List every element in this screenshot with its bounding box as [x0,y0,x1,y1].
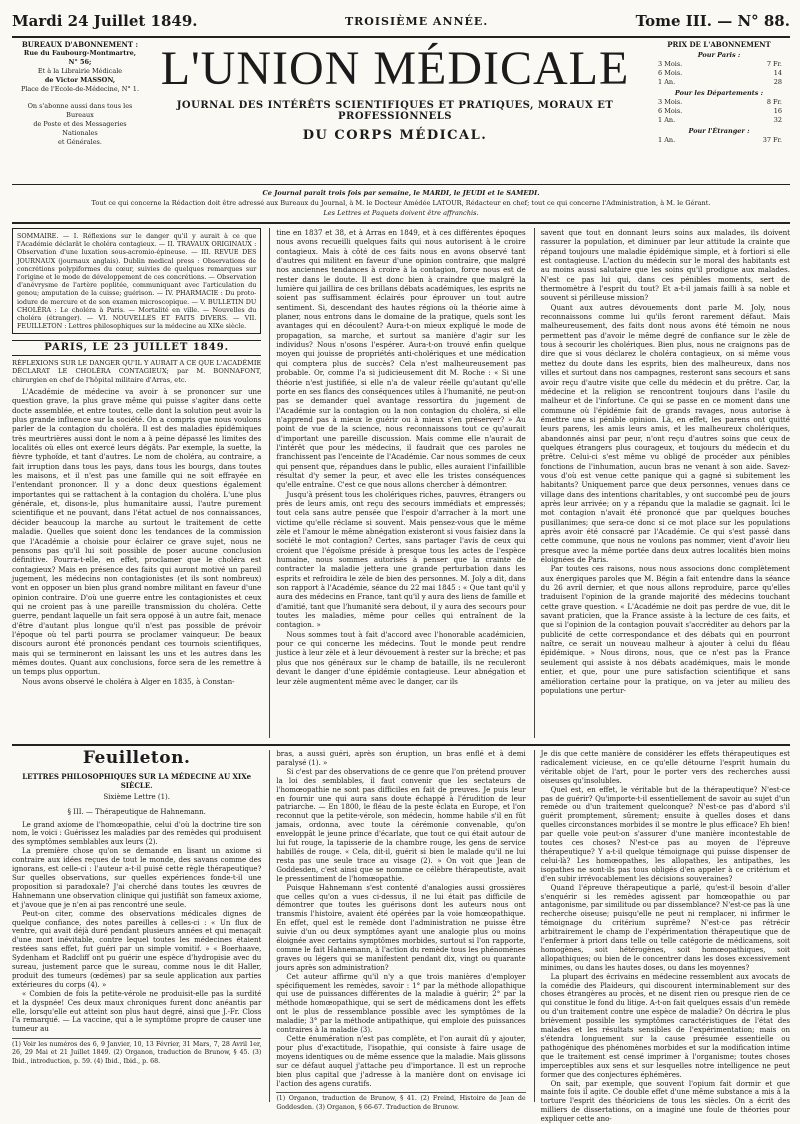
paragraph: L'Académie de médecine va avoir à se prononcer sur une question grave, la plus grave même qui puisse s'agiter dans cette docte assemblée, et entre toutes, celle dont la solution peut avoir la plus grande influence sur la société. On a compris que nous voulons parler de la contagion du choléra. Il est des maladies épidémiques très meurtrières aussi dont le nom a à peine dépassé les limites des localités où elles ont exercé leurs dégâts. Par exemple, la suette, la fièvre typhoïde, et tant d'autres. Le nom de choléra, au contraire, a fait irruption dans tous les pays, dans tous les bourgs, dans toutes les maisons, et il n'est pas une famille qui ne soit effrayée en l'entendant prononcer. Il y a donc deux questions également importantes qui se rattachent à la contagion du choléra. L'une plus générale, et, disons-le, plus humanitaire aussi, l'autre purement scientifique et ne pouvant, dans l'état actuel de nos connaissances, décider beaucoup la marche au surtout le traitement de cette maladie. Quelles que soient donc les tendances de la commission que l'Académie a choisie pour éclairer ce grave sujet, nous ne pensons pas qu'il lui soit possible de poser aucune conclusion définitive. Pourra-t-elle, en effet, proclamer que le choléra est contagieux? Mais en présence des faits qui auront motivé un pareil jugement, les médecins non contagionistes (et ils sont nombreux) vont en opposer un bien plus grand nombre militant en faveur d'une opinion contraire. D'où une guerre entre les contagionistes et ceux qui ne croient pas à une pareille transmission du choléra. Cette guerre, pendant laquelle un fait sera opposé à un autre fait, menace d'être d'autant plus longue qu'il n'est pas possible de prévoir l'époque où tel parti pourra se proclamer vainqueur. De beaux discours auront été prononcés pendant ces tournois scientifiques, mais qui se termineront en laissant les uns et les autres dans les mêmes doutes. Quant aux conclusions, force sera de les remettre à un temps plus opportun. [12,387,262,677]
paragraph: « Combien de fois la petite-vérole ne produisit-elle pas la surdité et la dyspnée! Ces deux maux chroniques furent donc anéantis par elle, lorsqu'elle eut atteint son plus haut degré, ainsi que J.-Fr. Closs l'a remarqué. — La vaccine, qui a le symptôme propre de causer une tumeur au [12,989,262,1034]
prix-row: 1 An. 28 [658,78,782,86]
paragraph: Quel est, en effet, le véritable but de la thérapeutique? N'est-ce pas de guérir? Qu'importe-t-il essentiellement de savoir au sujet d'un remède ou d'un traitement quelconque? N'est-ce pas d'abord s'il guérit promptement, sûrement; ensuite à quelles doses et dans quelles circonstances morbides il se montre le plus efficace? Eh bien! par quelle voie peut-on s'assurer d'une manière incontestable de toutes ces choses? N'est-ce pas au moyen de l'épreuve thérapeutique? Y a-t-il quelque témoignage qui puisse dispenser de celui-là? Les homœopathes, les allopathes, les antipathes, les isopathes ne sont-ils pas tous obligés d'en appeler à ce critérium et d'en subir irrévocablement les décisions souveraines? [540,785,790,883]
paragraph: Cet auteur affirme qu'il n'y a que trois manières d'employer spécifiquement les remèdes, savoir : 1° par la méthode allopathique qui use de puissances différentes de la maladie à guérir; 2° par la méthode homœopathique, qui se sert de médicamens dont les effets ont le plus de ressemblance possible avec les symptômes de la maladie; 3° par la méthode antipathique, qui emploie des puissances contraires à la maladie (3). [276,972,526,1035]
prix-title: PRIX DE L'ABONNEMENT [667,40,771,49]
issue-tome: Tome III. — N° 88. [635,12,790,30]
prix-row: 1 An. 37 Fr. [658,136,782,144]
paragraph: La première chose qu'on se demande en lisant un axiome si contraire aux idées reçues de tout le monde, des savans comme des ignorans, est celle-ci : l'auteur a-t-il puisé cette règle thérapeutique? Sur quelles observations, sur quelles expériences fonde-t-il une proposition si paradoxale? J'ai cherché dans toutes les œuvres de Hahnemann une observation clinique qui justifiât son fameux axiome, et j'avoue que je n'en ai pas rencontré une seule. [12,847,262,909]
bureaux-block [16,40,144,147]
paragraph: Le grand axiome de l'homœopathie, celui d'où la doctrine tire son nom, le voici : Guérissez les maladies par des remèdes qui produisent des symptômes semblables aux leurs (2). [12,820,262,847]
paragraph: bras, a aussi guéri, après son éruption, un bras enflé et à demi paralysé (1). » [276,750,526,767]
prix-paris: Pour Paris : [697,51,741,59]
prix-row: 3 Mois. 8 Fr. [658,98,782,106]
bureaux-line: et Générales. [58,138,102,146]
feuilleton-divider [12,744,790,746]
article-heading: RÉFLEXIONS SUR LE DANGER QU'IL Y AURAIT A CE QUE L'ACADÉMIE DÉCLARAT LE CHOLÉRA CONTAGIEUX; par M. BONNAFONT, chirurgien en chef de l'hôpital militaire d'Arras, etc. [12,358,262,384]
journal-subtitle: JOURNAL DES INTÉRÊTS SCIENTIFIQUES ET PRATIQUES, MORAUX ET PROFESSIONNELS [176,100,614,122]
paragraph: La plupart des écrivains en médecine ressemblent aux avocats de la comédie des Plaideurs, qui discourent interminablement sur des choses étrangères au procès, et ne disent rien ou presque rien de ce qui constitue le fond du litige. A-t-on fait quelques essais d'un remède ou d'un traitement contre une espèce de maladie? On décrira le plus brièvement possible les symptômes caractéristiques de l'état des malades et les résultats sensibles de l'expérimentation; mais on s'étendra longuement sur la cause présumée essentielle ou pathogénique des phénomènes morbides et sur la modification intime que le traitement est censé imprimer à l'organisme; toutes choses imperceptibles aux sens et sur lesquelles notre intelligence ne peut former que des conjectures éphémères. [540,972,790,1079]
prix-row: 1 An. 32 [658,116,782,124]
main-columns [12,228,790,738]
prix-block [648,40,790,145]
notice-line: Ce Journal paraît trois fois par semaine, le MARDI, le JEUDI et le SAMEDI. [262,189,540,197]
feuilleton-subtitle: LETTRES PHILOSOPHIQUES SUR LA MÉDECINE AU XIXe SIÈCLE. [22,771,252,790]
feuilleton-section-title: § III. — Thérapeutique de Hahnemann. [67,807,206,816]
paragraph: Nous sommes tout à fait d'accord avec l'honorable académicien, pour ce qui concerne les médecins. Tout le monde peut rendre justice à leur zèle et à leur dévouement à rester sur la brèche; et pas plus que nos généraux sur le champ de bataille, ils ne reculeront devant le danger d'une épidémie contagieuse. Leur abnégation et leur zèle augmentent même avec le danger, car ils [276,629,526,686]
prix-etranger: Pour l'Étranger : [688,127,750,135]
top-header [12,6,790,38]
notice-line: Tout ce qui concerne la Rédaction doit être adressé aux Bureaux du Journal, à M. le Docteur Amédée LATOUR, Rédacteur en chef; tout ce qui concerne l'Administration, à M. le Gérant. [91,199,711,207]
paragraph: Quant aux autres dévouements dont parle M. Joly, nous reconnaissons comme lui qu'ils feront rarement défaut. Mais malheureusement, des faits dont nous avons été témoin ne nous permettent pas d'avoir le même degré de confiance sur le zèle de tous à secourir les cholériques. Bien plus, nous ne craignons pas de dire que si vous déclarez le choléra contagieux, on si même vous mettez du doute dans les esprits, bien des malheureux, dans nos villes et surtout dans nos campagnes, resteront sans secours et sans avoir reçu d'autre visite que celle du médecin et du prêtre. Car, la médecine et la religion se rencontrent toujours dans l'asile du malheur et de l'infortune. Ce qui se passe en ce moment dans une commune où l'épidémie fait de grands ravages, nous autorise à émettre une si pénible opinion. Là, en effet, les parens ont quitté leurs parens, les amis leurs amis, et les malheureux cholériques, abandonnés ainsi par peur, n'ont reçu d'autres soins que ceux de quelques étrangers plus courageux, et toujours du médecin et du prêtre. Celui-ci s'est même vu obligé de procéder aux pénibles fonctions de l'inhumation, aucun bras ne venant à son aide. Savez-vous d'où est venue cette panique qui a gagné si subitement les habitants? Uniquement parce que deux personnes, venues dans ce village dans des intentions charitables, y ont succombé peu de jours après leur arrivée; on y a répandu que la maladie se gagnait. Ici le mot contagion n'avait été prononcé que par quelques bouches pusillanimes; que sera-ce donc si ce mot place sur les populations après avoir été consacré par l'Académie. Ce qui s'est passé dans cette commune, que nous ne voulons pas nommer, vient d'avoir lieu presque avec la même portée dans deux autres localités bien moins éloignées de Paris. [540,302,790,565]
paragraph: Nous avons observé le choléra à Alger en 1835, à Constan- [22,676,235,686]
bureaux-line: N° 56; [68,58,92,66]
column-3 [534,228,790,738]
paragraph: Cette énumération n'est pas complète, et l'on aurait dû y ajouter, pour plus d'exactitude, l'isopathie, qui consiste à faire usage de moyens identiques ou de même essence que la maladie. Mais glissons sur ce défaut auquel j'attache peu d'importance. Il est un reproche bien plus capital que j'adresse à la manière dont on envisage ici l'action des agens curatifs. [276,1035,526,1088]
feuilleton-column-1 [12,750,261,1102]
journal-title: L'UNION MÉDICALE [160,42,630,95]
paragraph: Peut-on citer, comme des observations médicales dignes de quelque confiance, des notes pareilles à celles-ci : « Un flux de ventre, qui avait déjà duré pendant plusieurs années et qui menaçait d'une mort inévitable, contre lequel toutes les médecines étaient restées sans effet, fut guéri par un simple vomitif. » « Boerhaave, Sydenham et Radcliff ont pu guérir une espèce d'hydropisie avec du sureau, justement parce que le sureau, comme nous le dit Haller, produit des tumeurs (œdèmes) par sa seule application aux parties extérieures du corps (4). » [12,909,262,989]
bureaux-line: On s'abonne aussi dans tous les Bureaux [27,102,133,119]
paragraph: tine en 1837 et 38, et à Arras en 1849, et à ces différentes époques nous avons recueilli quelques faits qui nous autorisent à le croire contagieux. Mais à côté de ces faits nous en avons observé tant d'autres qui militent en faveur d'une opinion contraire, que malgré nos anciennes tendances à croire à la contagion, force nous est de rester dans le doute. Il est donc bien à craindre que malgré la lumière qui jaillira de ces brillans débats académiques, les esprits ne soient pas suffisamment éclairés pour éprouver un tout autre sentiment. Si, descendant des hautes régions où la théorie aime à planer, nous entrons dans le domaine de la pratique, quels sont les avantages qui en découlent? Aura-t-on mieux expliqué le mode de propagation, sa marche, et surtout sa manière d'agir sur les individus? Nous n'osons l'espérer. Aura-t-on trouvé enfin quelque moyen qui jouisse de propriétés anti-cholériques et une médication qui comptera plus de succès? Cela n'est malheureusement pas probable. Or, comme l'a si judicieusement dit M. Roche : « Si une théorie n'est justifiée, si elle n'a de valeur réelle qu'autant qu'elle porte en ses flancs des conséquences utiles à l'humanité, ne peut-on pas se demander quel avantage ressortira du jugement de l'Académie sur la contagion ou la non contagion du choléra, si elle n'apprend pas à mieux le guérir ou à mieux s'en préserver? » Au point de vue de la science, nous reconnaissons tout ce qu'aurait d'important une pareille discussion. Mais comme elle n'aurait de l'intérêt que pour les médecins, il faudrait que ces paroles ne franchissent pas l'enceinte de l'Académie. Car nous sommes de ceux qui pensent que, répandues dans le public, elles auraient l'infaillible résultat d'y semer la peur, et avec elle les tristes conséquences qu'elle entraîne. C'est ce que nous allons chercher à démontrer. [276,228,526,490]
paragraph: On sait, par exemple, que souvent l'opium fait dormir et que mainte fois il agite. Ce double effet d'une même substance a mis à la torture l'esprit des théoriciens de tous les siècles. On a écrit des milliers de dissertations, on a imaginé une foule de théories pour expliquer cette ano- [540,1079,790,1124]
footnotes: (1) Organon, traduction de Brunow, § 41. (2) Freind, Histoire de Jean de Goddesden. (3) Organon, § 66-67. Traduction de Brunow. [276,1092,525,1111]
prix-dept: Pour les Départements : [674,89,764,97]
bureaux-title: BUREAUX D'ABONNEMENT : [21,40,139,49]
masthead [148,38,642,143]
issue-date: Mardi 24 Juillet 1849. [12,12,198,30]
paragraph: savent que tout en donnant leurs soins aux malades, ils doivent rassurer la population, et diminuer par leur attitude la crainte que répand toujours une maladie épidémique simple, et à fortiori si elle est contagieuse. L'action du médecin sur le moral des habitants est au moins aussi salutaire que les soins qu'il prodigue aux malades. N'est ce pas lui qui, dans ces pénibles moments, sert de thermomètre à l'esprit du tout? Et a-t-il jamais failli à sa noble et souvent si périlleuse mission? [540,228,790,303]
newspaper-page [12,6,790,1124]
column-2 [269,228,525,738]
paragraph: Quand l'épreuve thérapeutique a parlé, qu'est-il besoin d'aller s'enquérir si les remèdes agissent par homœopathie ou par antagonisme, par similitude ou par dissemblance? N'est-ce pas là une recherche oiseuse; puisqu'elle ne peut ni remplacer, ni infirmer le témoignage du critérium suprême? N'est-ce pas rétrécir arbitrairement le champ de l'expérimentation thérapeutique que de l'enfermer à priori dans telle ou telle catégorie de médicamens, soit homogènes, soit hétérogènes, soit homœopathiques, soit allopathiques; ou bien de le concentrer dans les doses excessivement minimes, ou dans les hautes doses, ou dans les moyennes? [540,883,790,972]
journal-subtitle-2: DU CORPS MÉDICAL. [302,128,488,143]
sommaire-box: SOMMAIRE. — I. Réflexions sur le danger qu'il y aurait à ce que l'Académie déclarât le choléra contagieux. — II. TRAVAUX ORIGINAUX : Observation d'une luxation sous-acromio-épineuse. — III. REVUE DES JOURNAUX (journaux anglais). Dublin medical press : Observations de concrétions polypiformes du cœur, suivies de quelques remarques sur l'origine et le mode de développement de ces concrétions. — Observation d'anévrysme de l'artère poplitée, communiquant avec l'articulation du genou; amputation de la cuisse; guérison. — IV. PHARMACIE : Du proto-iodure de mercure et de son examen microscopique. — V. BULLETIN DU CHOLÉRA : Le choléra à Paris. — Mortalité en ville. — Nouvelles du choléra (étranger). — VI. NOUVELLES ET FAITS DIVERS. — VII. FEUILLETON : Lettres philosophiques sur la médecine au XIXe siècle. [12,228,261,334]
feuilleton-title: Feuilleton. [82,748,191,768]
paragraph: Je dis que cette manière de considérer les effets thérapeutiques est radicalement vicieuse, en ce qu'elle détourne l'esprit humain du véritable objet de l'art, pour le porter vers des recherches aussi oiseuses qu'insolubles. [540,750,790,785]
prix-row: 3 Mois. 7 Fr. [658,60,782,68]
feuilleton-letter: Sixième Lettre (1). [103,792,170,801]
footnotes: (1) Voir les numéros des 6, 9 Janvier, 10, 13 Février, 31 Mars, 7, 28 Avril 1er, 26, 29 Mai et 21 Juillet 1849. (2) Organon, traduction de Brunow, § 45. (3) Ibid., introduction, p. 59. (4) Ibid., Ibid., p. 68. [12,1038,261,1066]
publication-notice [12,184,790,224]
dateline: PARIS, LE 23 JUILLET 1849. [12,340,261,355]
paragraph: Puisque Hahnemann s'est contenté d'analogies aussi grossières que celles qu'on a vues ci-dessus, il ne lui était pas difficile de démontrer que toutes les guérisons dont les auteurs nous ont transmis l'histoire, avaient été opérées par la voie homœopathique. En effet, quel est le remède dont l'administration ne puisse être suivie d'un ou deux symptômes ayant une analogie plus ou moins éloignée avec certains symptômes morbides, surtout si l'on rapporte, comme le fait Hahnemann, à l'action du remède tous les phénomènes graves ou légers qui se manifestent pendant dix, vingt ou quarante jours après son administration? [276,883,526,972]
paragraph: Jusqu'à présent tous les cholériques riches, pauvres, étrangers ou près de leurs amis, ont reçu des secours immédiats et empressés; tout cela sans autre pensée que l'espoir d'arracher à la mort une victime qu'elle réclame si souvent. Mais pensez-vous que le même zèle et l'amour le même abnégation existeront si vous faisiez dans la société le mot contagion? Certes, sans partager l'avis de ceux qui croient que l'égoïsme préside à presque tous les actes de l'espèce humaine, nous sommes autorisés à penser que la crainte de contracter la maladie jettera une grande perturbation dans les esprits et refroidira le zèle de bien des personnes. M. Joly a dit, dans son rapport à l'Académie, séance du 22 mai 1845 : « Que tant qu'il y aura des médecins en France, tant qu'il y aura des liens de famille et d'amitié, tant que l'humanité sera debout, il y aura des secours pour toutes les maladies, même pour celles qui entraînent de la contagion. » [276,489,526,630]
paragraph: Si c'est par des observations de ce genre que l'on prétend prouver la loi des semblables, il faut convenir que les sectateurs de l'homœopathie ne sont pas difficiles en fait de preuves. Je puis leur en fournir une qui aura sans doute échappé à l'érudition de leur patriarche. — En 1800, le fléau de la peste éclata en Europe, et l'on reconnut que la petite-vérole, son médecin, homme habile s'il en fût jamais, ordonna, avec toute la cérémonie convenable, qu'on enveloppât le jeune prince d'écarlate, que tout ce qui était autour de lui fut rouge, la tapisserie de la chambre rouge, les gens de service habillés de rouge. « Cela, dit-il, guérit si bien le malade qu'il ne lui resta pas une seule trace au visage (2). » On voit que Jean de Goddesden, c'est ainsi que se nomme ce célèbre thérapeutiste, avait le pressentiment de l'homœopathie. [276,767,526,883]
notice-line: Les Lettres et Paquets doivent être affranchis. [323,209,479,217]
bureaux-line: de Poste et des Messageries Nationales [33,120,127,137]
bureaux-line: de Victor MASSON, [44,76,116,84]
bureaux-line: Place de l'Ecole-de-Médecine, N° 1. [20,85,140,93]
feuilleton-section [12,748,790,1124]
bureaux-line: Et à la Librairie Médicale [37,67,123,75]
issue-year: TROISIÈME ANNÉE. [344,14,489,28]
prix-row: 6 Mois. 16 [658,107,782,115]
paragraph: Par toutes ces raisons, nous nous associons donc complètement aux énergiques paroles que M. Bégin a fait entendre dans la séance du 26 avril dernier, et que nous allons reproduire, parce qu'elles traduisent l'opinion de la grande majorité des médecins touchant cette grave question. « L'Académie ne doit pas perdre de vue, dit le savant praticien, que la France assiste à la lecture de ces faits, et que si l'opinion de la contagion pouvait s'accréditer au dehors par la publicité de cette correspondance et des débats qui en pourront naître, ce serait un nouveau malheur à ajouter à celui du fléau épidémique. » Nous dirons, nous, que ce n'est pas la France seulement qui assiste à nos débats académiques, mais le monde entier, et que, pour une pure satisfaction scientifique et sans amélioration certaine pour la pratique, on va jeter au milieu des populations une pertur- [540,564,790,695]
feuilleton-column-2 [269,750,526,1111]
prix-row: 6 Mois. 14 [658,69,782,77]
bureaux-line: Rue du Faubourg-Montmartre, [23,49,137,57]
feuilleton-column-3 [534,750,790,1124]
column-1 [12,228,261,738]
